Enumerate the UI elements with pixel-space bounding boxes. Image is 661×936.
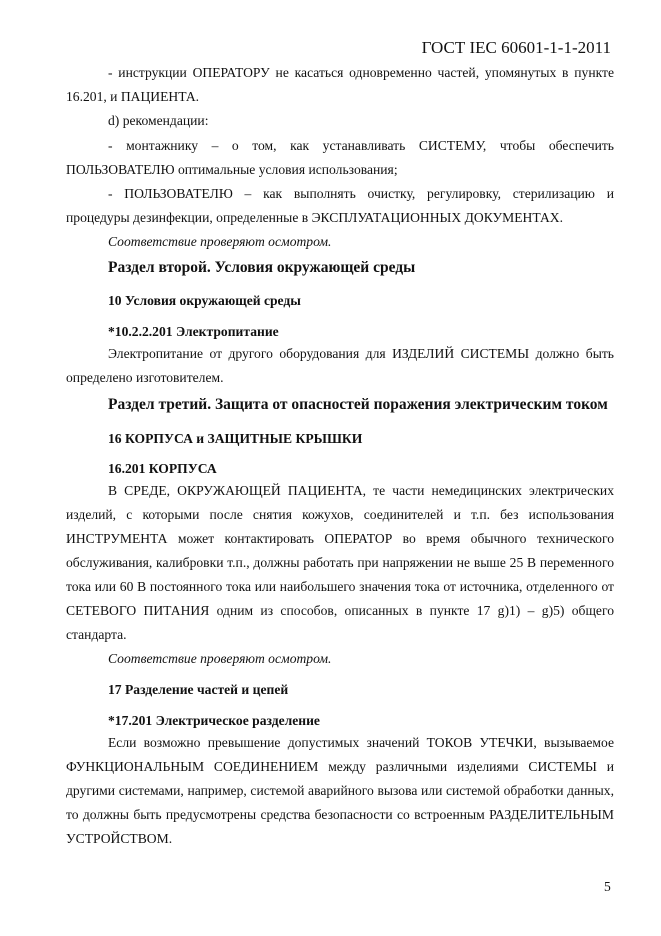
text-line: 16.201, и ПАЦИЕНТА.: [66, 89, 200, 104]
compliance-note: Соответствие проверяют осмотром.: [108, 651, 332, 666]
text-line: ФУНКЦИОНАЛЬНЫМ СОЕДИНЕНИЕМ между различными изделиями СИСТЕМЫ и: [66, 759, 614, 774]
clause-heading: 16 КОРПУСА и ЗАЩИТНЫЕ КРЫШКИ: [108, 431, 363, 446]
text-line: СЕТЕВОГО ПИТАНИЯ одним из способов, описанных в пункте 17 g)1) – g)5) общего: [66, 603, 614, 618]
section-heading: Раздел третий. Защита от опасностей поражения электрическим током: [108, 396, 608, 413]
text-line: Если возможно превышение допустимых значений ТОКОВ УТЕЧКИ, вызываемое: [108, 735, 614, 750]
compliance-note: Соответствие проверяют осмотром.: [108, 234, 332, 249]
section-heading: Раздел второй. Условия окружающей среды: [108, 259, 416, 276]
clause-heading: 17 Разделение частей и цепей: [108, 682, 289, 697]
text-line: процедуры дезинфекции, определенные в ЭКСПЛУАТАЦИОННЫХ ДОКУМЕНТАХ.: [66, 210, 563, 225]
text-line: Электропитание от другого оборудования для ИЗДЕЛИЙ СИСТЕМЫ должно быть: [108, 346, 614, 361]
text-line: изделий, с которыми после снятия кожухов, соединителей и т.п. без использования: [66, 507, 614, 522]
subclause-heading: *10.2.2.201 Электропитание: [108, 324, 279, 339]
text-line: обслуживания, калибровки т.п., должны работать при напряжении не выше 25 В переменного: [66, 555, 614, 570]
document-header-id: ГОСТ IEC 60601-1-1-2011: [421, 38, 611, 57]
text-line: - монтажнику – о том, как устанавливать СИСТЕМУ, чтобы обеспечить: [108, 138, 614, 153]
text-line: другими системами, например, системой аварийного вызова или системой обработки данных,: [66, 783, 614, 798]
text-line: ПОЛЬЗОВАТЕЛЮ оптимальные условия использования;: [66, 162, 398, 177]
text-line: УСТРОЙСТВОМ.: [66, 831, 173, 846]
text-line: тока или 60 В постоянного тока или наибольшего значения тока от источника, отделенного от: [66, 579, 614, 594]
text-line: - ПОЛЬЗОВАТЕЛЮ – как выполнять очистку, регулировку, стерилизацию и: [108, 186, 614, 201]
text-line: стандарта.: [66, 627, 127, 642]
text-line: то должны быть предусмотрены средства безопасности со встроенным РАЗДЕЛИТЕЛЬНЫМ: [66, 807, 614, 822]
text-line: ИНСТРУМЕНТА может контактировать ОПЕРАТОР во время обычного технического: [66, 531, 614, 546]
subclause-heading: 16.201 КОРПУСА: [108, 461, 217, 476]
text-line: определено изготовителем.: [66, 370, 224, 385]
list-item-label: d) рекомендации:: [108, 113, 209, 128]
subclause-heading: *17.201 Электрическое разделение: [108, 713, 320, 728]
page-number: 5: [604, 879, 611, 894]
text-line: - инструкции ОПЕРАТОРУ не касаться одновременно частей, упомянутых в пункте: [108, 65, 614, 80]
clause-heading: 10 Условия окружающей среды: [108, 293, 301, 308]
text-line: В СРЕДЕ, ОКРУЖАЮЩЕЙ ПАЦИЕНТА, те части немедицинских электрических: [108, 483, 614, 498]
